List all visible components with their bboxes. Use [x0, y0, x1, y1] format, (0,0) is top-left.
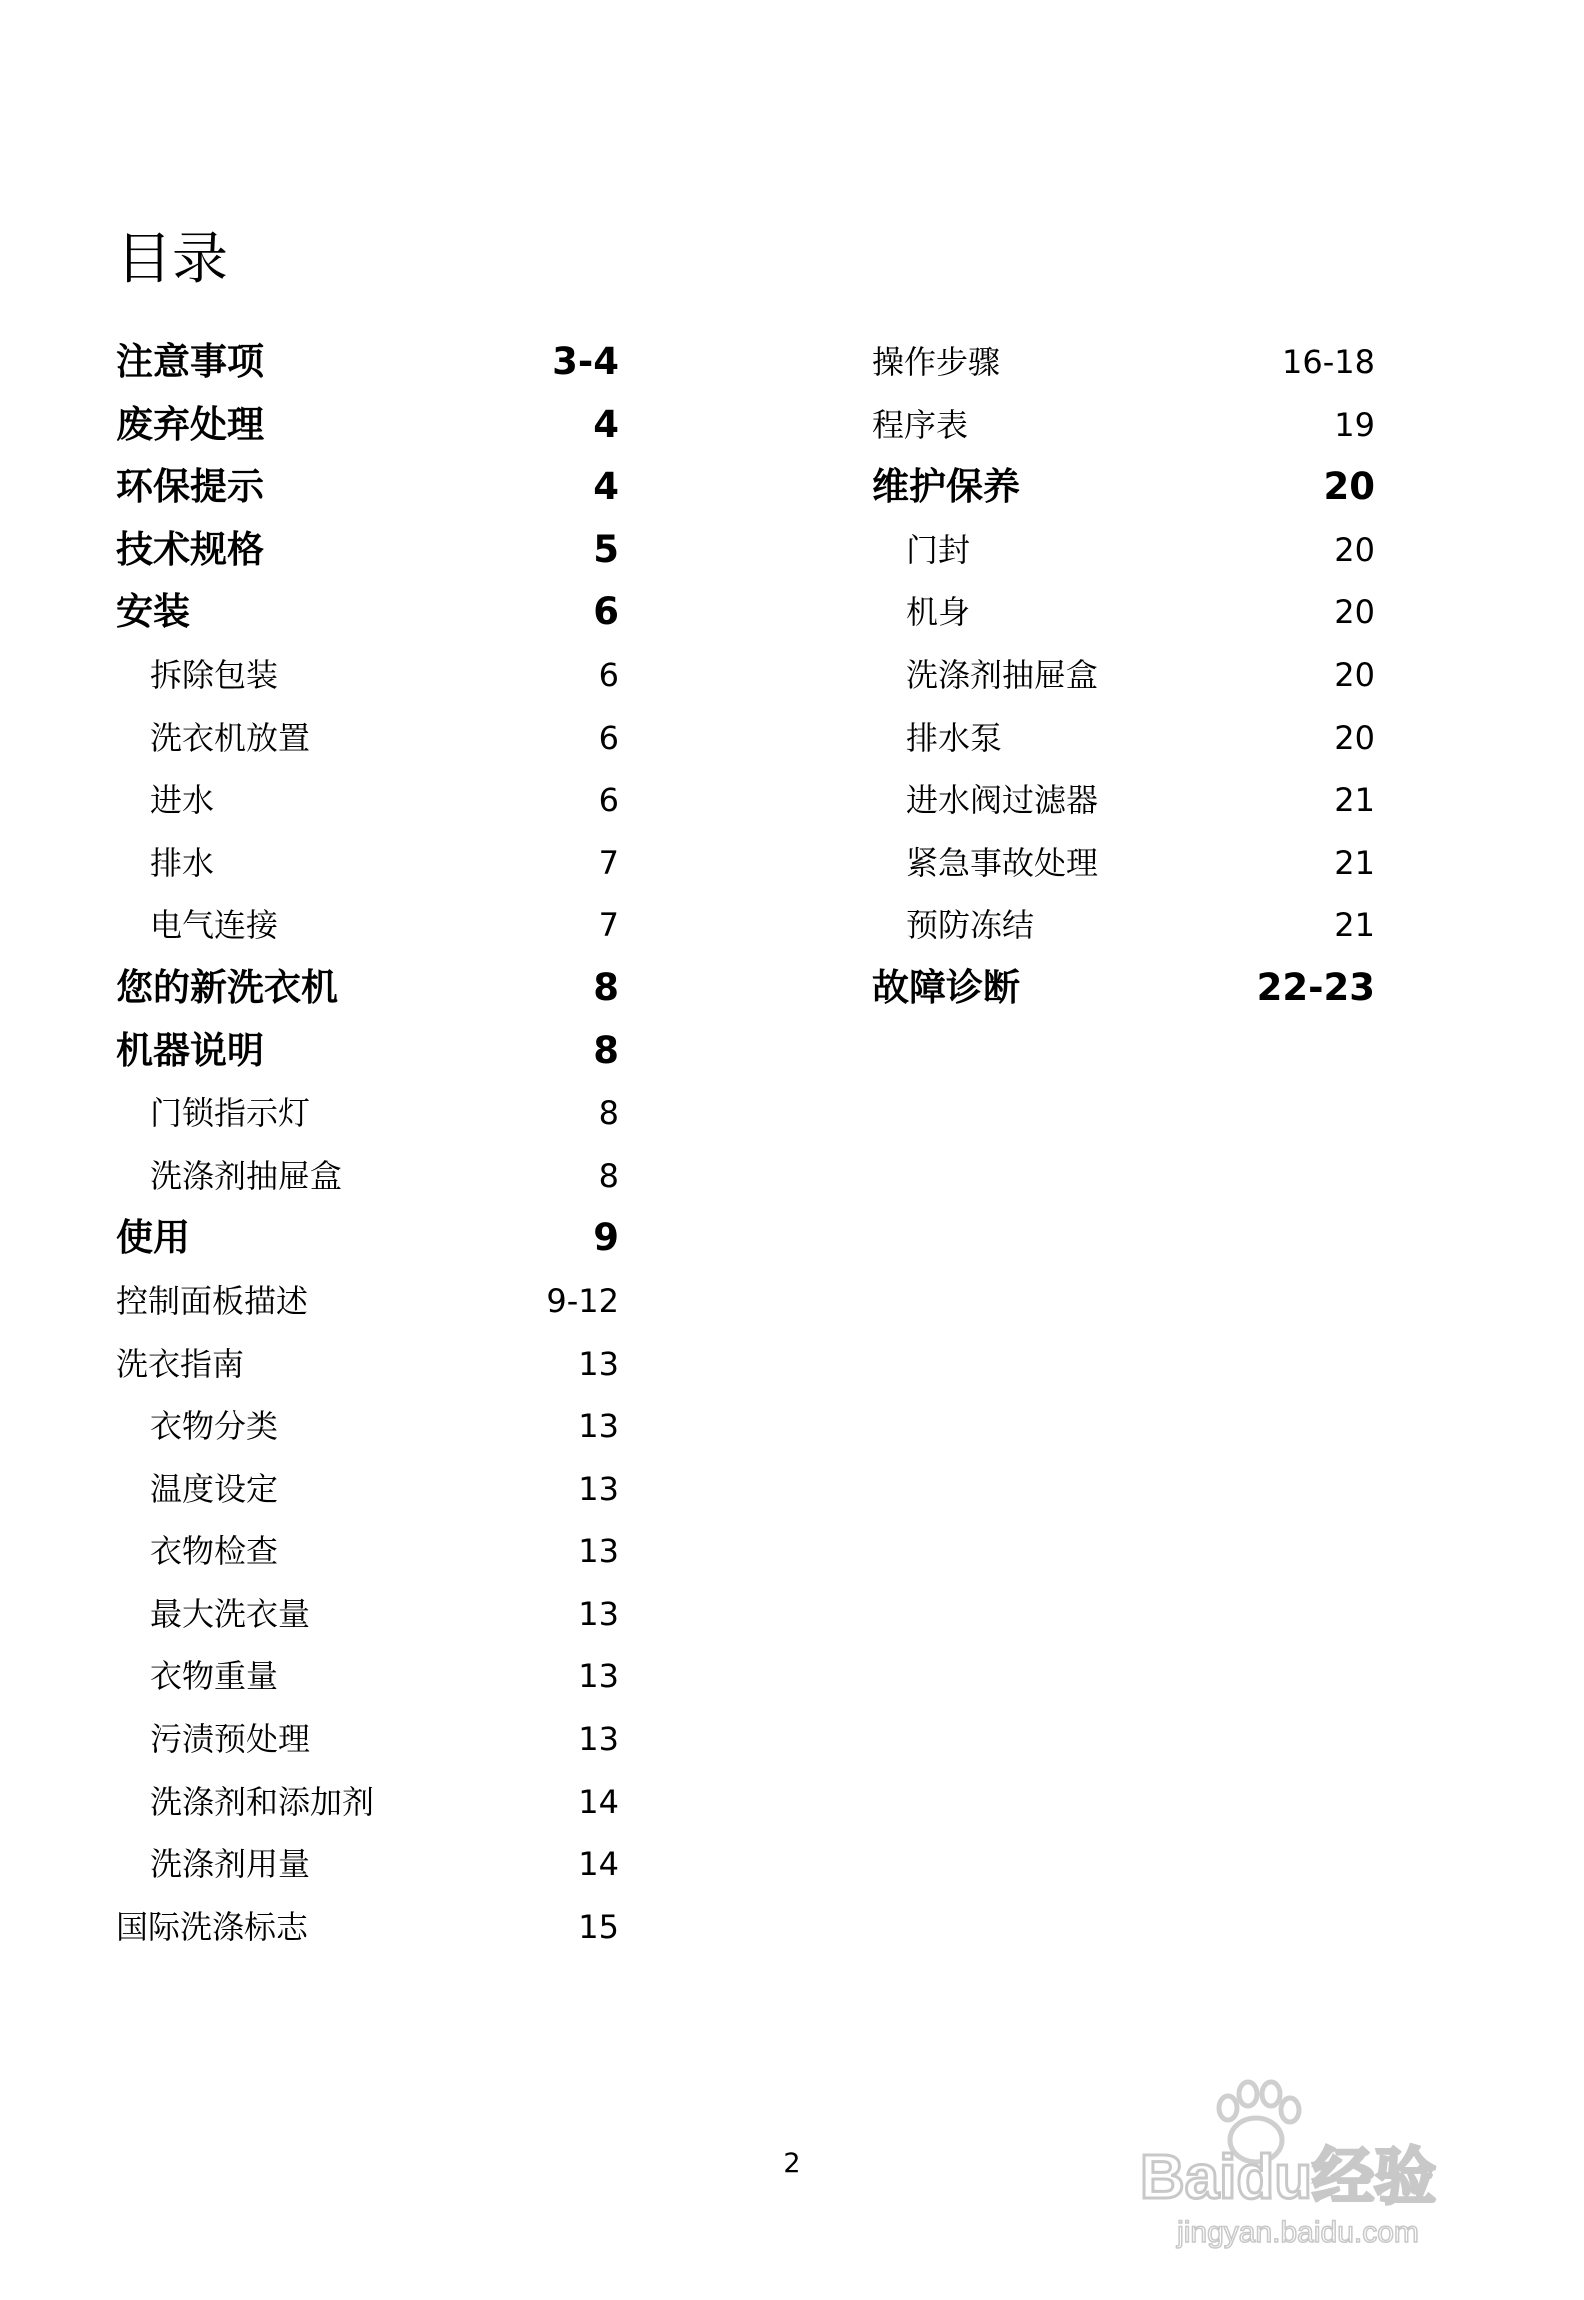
- toc-entry-page: 14: [578, 1782, 619, 1821]
- toc-entry: [116, 964, 619, 1027]
- toc-entry: [116, 1027, 619, 1090]
- toc-entry-label: 污渍预处理: [150, 1720, 311, 1759]
- toc-entry-label: 衣物重量: [150, 1657, 279, 1696]
- toc-entry: [872, 776, 1375, 839]
- toc-entry: [872, 526, 1375, 589]
- toc-entry: [116, 651, 619, 714]
- toc-entry-page: 21: [1334, 906, 1375, 945]
- toc-entry-page: 6: [598, 718, 619, 757]
- toc-entry-page: 20: [1334, 655, 1375, 694]
- toc-entry-label: 紧急事故处理: [906, 843, 1099, 882]
- toc-entry: [872, 588, 1375, 651]
- toc-entry-label: 程序表: [872, 405, 969, 444]
- toc-entry: [116, 1402, 619, 1465]
- watermark-url: jingyan.baidu.com: [1177, 2216, 1419, 2249]
- toc-entry-page: 13: [578, 1469, 619, 1508]
- toc-entry-page: 13: [578, 1407, 619, 1446]
- toc-entry-page: 16-18: [1282, 343, 1375, 381]
- toc-entry-label: 洗涤剂抽屉盒: [906, 655, 1099, 694]
- toc-entry: [116, 1340, 619, 1403]
- page-number: 2: [783, 2148, 801, 2179]
- toc-entry-label: 预防冻结: [906, 906, 1035, 945]
- toc-entry-page: 13: [578, 1344, 619, 1383]
- toc-entry-label: 排水: [150, 843, 215, 882]
- toc-entry-label: 使用: [116, 1216, 190, 1260]
- toc-entry: [116, 1527, 619, 1590]
- toc-entry-page: 13: [578, 1532, 619, 1571]
- toc-entry: [116, 1214, 619, 1277]
- toc-entry-label: 电气连接: [150, 906, 279, 945]
- toc-entry: [872, 401, 1375, 464]
- toc-entry-page: 9: [593, 1216, 619, 1260]
- toc-entry: [116, 1089, 619, 1152]
- toc-entry-label: 环保提示: [116, 465, 264, 509]
- toc-entry: [116, 1277, 619, 1340]
- toc-entry-page: 20: [1323, 465, 1375, 509]
- toc-entry: [872, 714, 1375, 777]
- toc-entry: [116, 1590, 619, 1653]
- toc-entry: [116, 1152, 619, 1215]
- toc-entry-page: 20: [1334, 530, 1375, 569]
- toc-entry-page: 7: [598, 906, 619, 945]
- toc-entry: [116, 839, 619, 902]
- toc-entry-label: 废弃处理: [116, 402, 264, 446]
- toc-entry-page: 5: [593, 527, 619, 571]
- toc-entry: [116, 1715, 619, 1778]
- toc-entry-label: 洗衣机放置: [150, 718, 311, 757]
- toc-entry-page: 13: [578, 1594, 619, 1633]
- toc-entry-page: 3-4: [552, 340, 619, 383]
- toc-entry-page: 8: [598, 1094, 619, 1133]
- toc-entry-label: 注意事项: [116, 340, 264, 383]
- toc-entry-page: 20: [1334, 593, 1375, 632]
- toc-entry-label: 安装: [116, 590, 190, 634]
- toc-entry: [116, 1652, 619, 1715]
- toc-entry: [116, 901, 619, 964]
- toc-entry-label: 衣物检查: [150, 1532, 279, 1571]
- page-title: 目录: [116, 227, 228, 292]
- toc-entry: [872, 338, 1375, 401]
- toc-entry-page: 13: [578, 1657, 619, 1696]
- toc-entry-page: 14: [578, 1845, 619, 1884]
- toc-entry-page: 21: [1334, 781, 1375, 820]
- toc-entry-page: 6: [598, 781, 619, 820]
- toc-right-column: [872, 338, 1375, 1027]
- toc-entry-label: 机器说明: [116, 1028, 264, 1072]
- toc-entry-page: 9-12: [546, 1281, 619, 1320]
- toc-entry-label: 进水: [150, 781, 215, 820]
- toc-entry-page: 7: [598, 843, 619, 882]
- toc-entry: [872, 651, 1375, 714]
- toc-entry-page: 20: [1334, 718, 1375, 757]
- toc-entry-label: 技术规格: [116, 527, 264, 571]
- watermark-brand: Baidu经验: [1139, 2143, 1437, 2212]
- toc-entry: [116, 526, 619, 589]
- toc-entry-label: 门锁指示灯: [150, 1094, 311, 1133]
- toc-entry: [872, 901, 1375, 964]
- toc-entry-page: 19: [1334, 405, 1375, 444]
- toc-entry-label: 洗衣指南: [116, 1344, 245, 1383]
- toc-entry-page: 8: [598, 1156, 619, 1195]
- toc-entry-label: 洗涤剂和添加剂: [150, 1782, 375, 1821]
- toc-entry-label: 维护保养: [872, 465, 1020, 509]
- toc-entry: [872, 839, 1375, 902]
- toc-entry-label: 控制面板描述: [116, 1281, 309, 1320]
- toc-entry-page: 15: [578, 1907, 619, 1946]
- toc-entry-page: 13: [578, 1720, 619, 1759]
- toc-entry-page: 8: [593, 1028, 619, 1072]
- toc-entry: [116, 1840, 619, 1903]
- toc-entry-label: 排水泵: [906, 718, 1003, 757]
- toc-entry-page: 6: [598, 655, 619, 694]
- toc-entry-label: 机身: [906, 593, 971, 632]
- toc-entry-label: 洗涤剂抽屉盒: [150, 1156, 343, 1195]
- toc-entry-page: 22-23: [1256, 965, 1375, 1009]
- toc-entry: [116, 714, 619, 777]
- toc-entry-label: 操作步骤: [872, 343, 1001, 381]
- toc-entry-label: 门封: [906, 530, 971, 569]
- baidu-watermark-logo: [1088, 2070, 1488, 2250]
- toc-entry-label: 最大洗衣量: [150, 1594, 311, 1633]
- toc-entry: [116, 1903, 619, 1966]
- toc-entry-page: 8: [593, 965, 619, 1009]
- toc-entry-page: 4: [593, 402, 619, 446]
- toc-entry: [116, 1778, 619, 1841]
- toc-entry: [116, 776, 619, 839]
- toc-entry-label: 衣物分类: [150, 1407, 279, 1446]
- toc-entry: [116, 1465, 619, 1528]
- toc-entry-label: 故障诊断: [872, 965, 1020, 1009]
- toc-entry: [116, 401, 619, 464]
- toc-left-column: [116, 338, 619, 1965]
- toc-entry-label: 进水阀过滤器: [906, 781, 1099, 820]
- toc-entry-page: 6: [593, 590, 619, 634]
- toc-entry-label: 洗涤剂用量: [150, 1845, 311, 1884]
- toc-entry-label: 您的新洗衣机: [116, 965, 338, 1009]
- toc-entry-label: 温度设定: [150, 1469, 279, 1508]
- toc-entry-page: 4: [593, 465, 619, 509]
- toc-entry: [116, 588, 619, 651]
- toc-entry-label: 拆除包装: [150, 655, 279, 694]
- toc-entry: [116, 463, 619, 526]
- toc-entry: [116, 338, 619, 401]
- toc-entry: [872, 964, 1375, 1027]
- toc-entry: [872, 463, 1375, 526]
- toc-entry-label: 国际洗涤标志: [116, 1907, 309, 1946]
- toc-entry-page: 21: [1334, 843, 1375, 882]
